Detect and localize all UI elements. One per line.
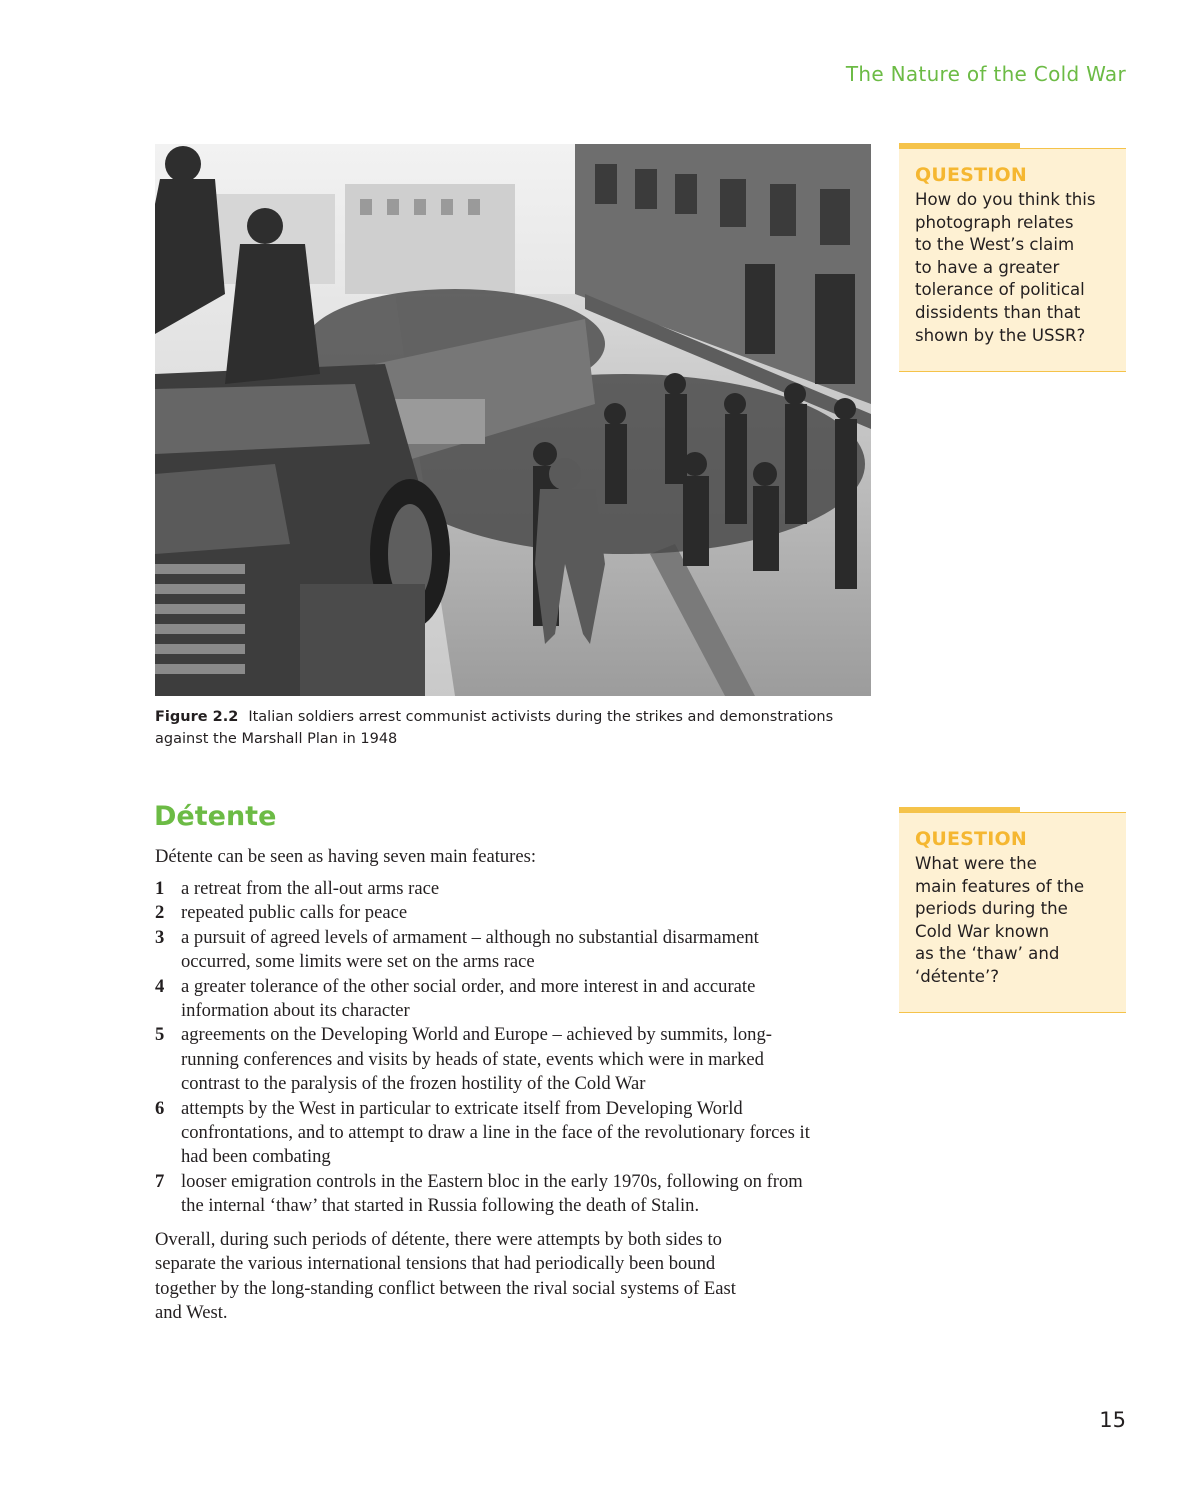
list-item-line: looser emigration controls in the Eastern bloc in the early 1970s, following on from	[181, 1170, 803, 1192]
question-line: dissidents than that	[915, 302, 1081, 322]
list-item-number: 5	[155, 1024, 165, 1046]
question-title: QUESTION	[915, 828, 1027, 850]
list-item-line: agreements on the Developing World and Europe – achieved by summits, long-	[181, 1024, 772, 1046]
question-box-detente	[899, 812, 1126, 1013]
list-item-number: 2	[155, 902, 165, 924]
list-item	[155, 1097, 880, 1170]
list-item-line: a pursuit of agreed levels of armament – although no substantial disarmament	[181, 926, 759, 948]
paragraph-line: separate the various international tensions that had periodically been bound	[155, 1253, 716, 1275]
closing-paragraph	[155, 1228, 795, 1326]
list-item	[155, 1023, 880, 1096]
list-item	[155, 877, 880, 901]
list-item-line: attempts by the West in particular to extricate itself from Developing World	[181, 1097, 743, 1119]
paragraph-line: Overall, during such periods of détente, there were attempts by both sides to	[155, 1229, 722, 1250]
running-head: The Nature of the Cold War	[845, 62, 1126, 86]
list-item	[155, 926, 880, 975]
section-intro: Détente can be seen as having seven main features:	[155, 846, 537, 867]
paragraph-line: together by the long-standing conflict between the rival social systems of East	[155, 1277, 736, 1299]
list-item-line: had been combating	[181, 1146, 331, 1168]
list-item-line: occurred, some limits were set on the arms race	[181, 951, 535, 973]
list-item	[155, 975, 880, 1024]
question-line: to have a greater	[915, 257, 1060, 277]
question-line: periods during the	[915, 899, 1068, 919]
list-item	[155, 1170, 880, 1219]
question-line: Cold War known	[915, 921, 1050, 941]
list-item-line: the internal ‘thaw’ that started in Russia following the death of Stalin.	[181, 1195, 700, 1217]
question-line: to the West’s claim	[915, 235, 1075, 255]
list-item-line: contrast to the paralysis of the frozen hostility of the Cold War	[181, 1073, 646, 1095]
question-line: shown by the USSR?	[915, 325, 1086, 345]
question-box-photo	[899, 148, 1126, 372]
question-line: main features of the	[915, 876, 1085, 896]
paragraph-line: and West.	[155, 1302, 228, 1324]
question-line: tolerance of political	[915, 280, 1085, 300]
list-item-line: confrontations, and to attempt to draw a line in the face of the revolutionary forces it	[181, 1122, 810, 1144]
list-item-line: information about its character	[181, 1000, 410, 1022]
figure-photo	[155, 144, 871, 696]
question-line: photograph relates	[915, 212, 1074, 232]
figure-caption	[155, 706, 880, 750]
question-accent-bar	[899, 807, 1020, 812]
question-title: QUESTION	[915, 164, 1027, 186]
question-line: How do you think this	[915, 190, 1096, 209]
figure-caption-text: Italian soldiers arrest communist activists during the strikes and demonstrations against the Marshall Plan in 1948	[155, 709, 834, 747]
list-item-line: a retreat from the all-out arms race	[181, 878, 440, 899]
list-item-line: running conferences and visits by heads of state, events which were in marked	[181, 1048, 764, 1070]
list-item-number: 1	[155, 878, 165, 899]
question-text	[915, 853, 1114, 989]
question-line: as the ‘thaw’ and	[915, 944, 1060, 964]
list-item-line: repeated public calls for peace	[181, 902, 408, 924]
question-accent-bar	[899, 143, 1020, 148]
list-item-line: a greater tolerance of the other social order, and more interest in and accurate	[181, 975, 756, 997]
list-item-number: 4	[155, 975, 165, 997]
feature-list	[155, 877, 880, 1219]
question-text	[915, 189, 1114, 347]
list-item-number: 3	[155, 926, 165, 948]
question-line: What were the	[915, 854, 1037, 873]
list-item-number: 7	[155, 1170, 165, 1192]
figure-label: Figure 2.2	[155, 709, 239, 725]
list-item-number: 6	[155, 1097, 165, 1119]
section-heading: Détente	[154, 801, 277, 832]
question-line: ‘détente’?	[915, 966, 1000, 986]
list-item	[155, 901, 880, 925]
page-number: 15	[1099, 1408, 1126, 1432]
